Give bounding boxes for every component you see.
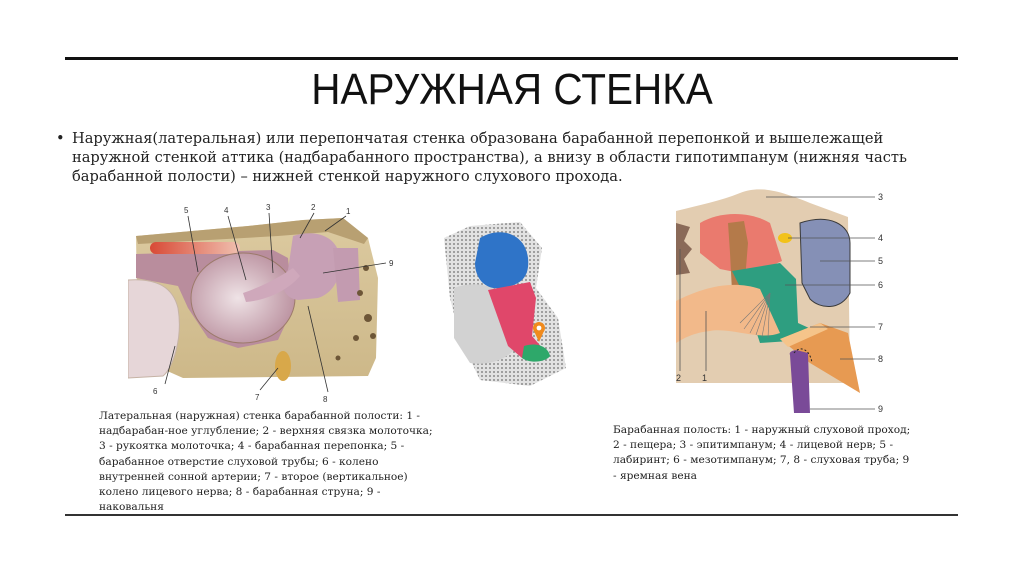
svg-text:4: 4: [878, 233, 884, 243]
svg-text:1: 1: [702, 373, 708, 383]
svg-text:7: 7: [255, 393, 260, 402]
svg-text:8: 8: [323, 395, 328, 404]
svg-text:3: 3: [878, 192, 884, 202]
tympanic-cavity-caption: Барабанная полость: 1 - наружный слуховой проход; 2 - пещера; 3 - эпитимпанум; 4 - лицевой нерв; 5 - лабиринт; 6 - мезотимпанум; 7, 8 - слуховая труба; 9 - яремная вена: [613, 424, 911, 482]
svg-text:4: 4: [224, 206, 229, 215]
lateral-wall-drawing: [128, 198, 410, 410]
svg-text:5: 5: [184, 206, 189, 215]
slide-title: НАРУЖНАЯ СТЕНКА: [311, 65, 713, 114]
bullet-text: Наружная(латеральная) или перепончатая стенка образована барабанной перепонкой и вышележащей наружной стенкой аттика (надбарабанного пространства), а внизу в области гипотимпанум (нижняя часть барабанной полости) – нижней стенкой наружного слухового прохода.: [72, 130, 907, 185]
svg-text:6: 6: [878, 280, 884, 290]
bullet-marker: •: [56, 130, 65, 147]
svg-text:7: 7: [878, 322, 884, 332]
lateral-wall-illustration: [128, 198, 410, 410]
svg-text:9: 9: [878, 404, 884, 414]
tympanic-cavity-schematic: [670, 183, 895, 418]
svg-text:2: 2: [676, 373, 682, 383]
tympanic-schematic-drawing: [670, 183, 895, 418]
svg-text:6: 6: [153, 387, 158, 396]
svg-text:5: 5: [878, 256, 884, 266]
svg-text:2: 2: [311, 203, 316, 212]
svg-text:3: 3: [266, 203, 271, 212]
top-divider: [65, 57, 958, 60]
ct-cavity-drawing: [440, 218, 570, 388]
bottom-divider: [65, 514, 958, 516]
svg-text:1: 1: [346, 207, 351, 216]
svg-text:9: 9: [389, 259, 394, 268]
tympanic-cavity-ct-illustration: [440, 218, 570, 388]
lateral-wall-caption: Латеральная (наружная) стенка барабанной полости: 1 - надбарабан-ное углубление; 2 - верхняя связка молоточка; 3 - рукоятка молоточка; 4 - барабанная перепонка; 5 - барабанное отверстие слуховой трубы; 6 - колено внутренней сонной артерии; 7 - второе (вертикальное) колено лицевого нерва; 8 - барабанная струна; 9 - наковальня: [99, 410, 433, 514]
bullet-paragraph: [56, 129, 936, 186]
svg-text:8: 8: [878, 354, 884, 364]
